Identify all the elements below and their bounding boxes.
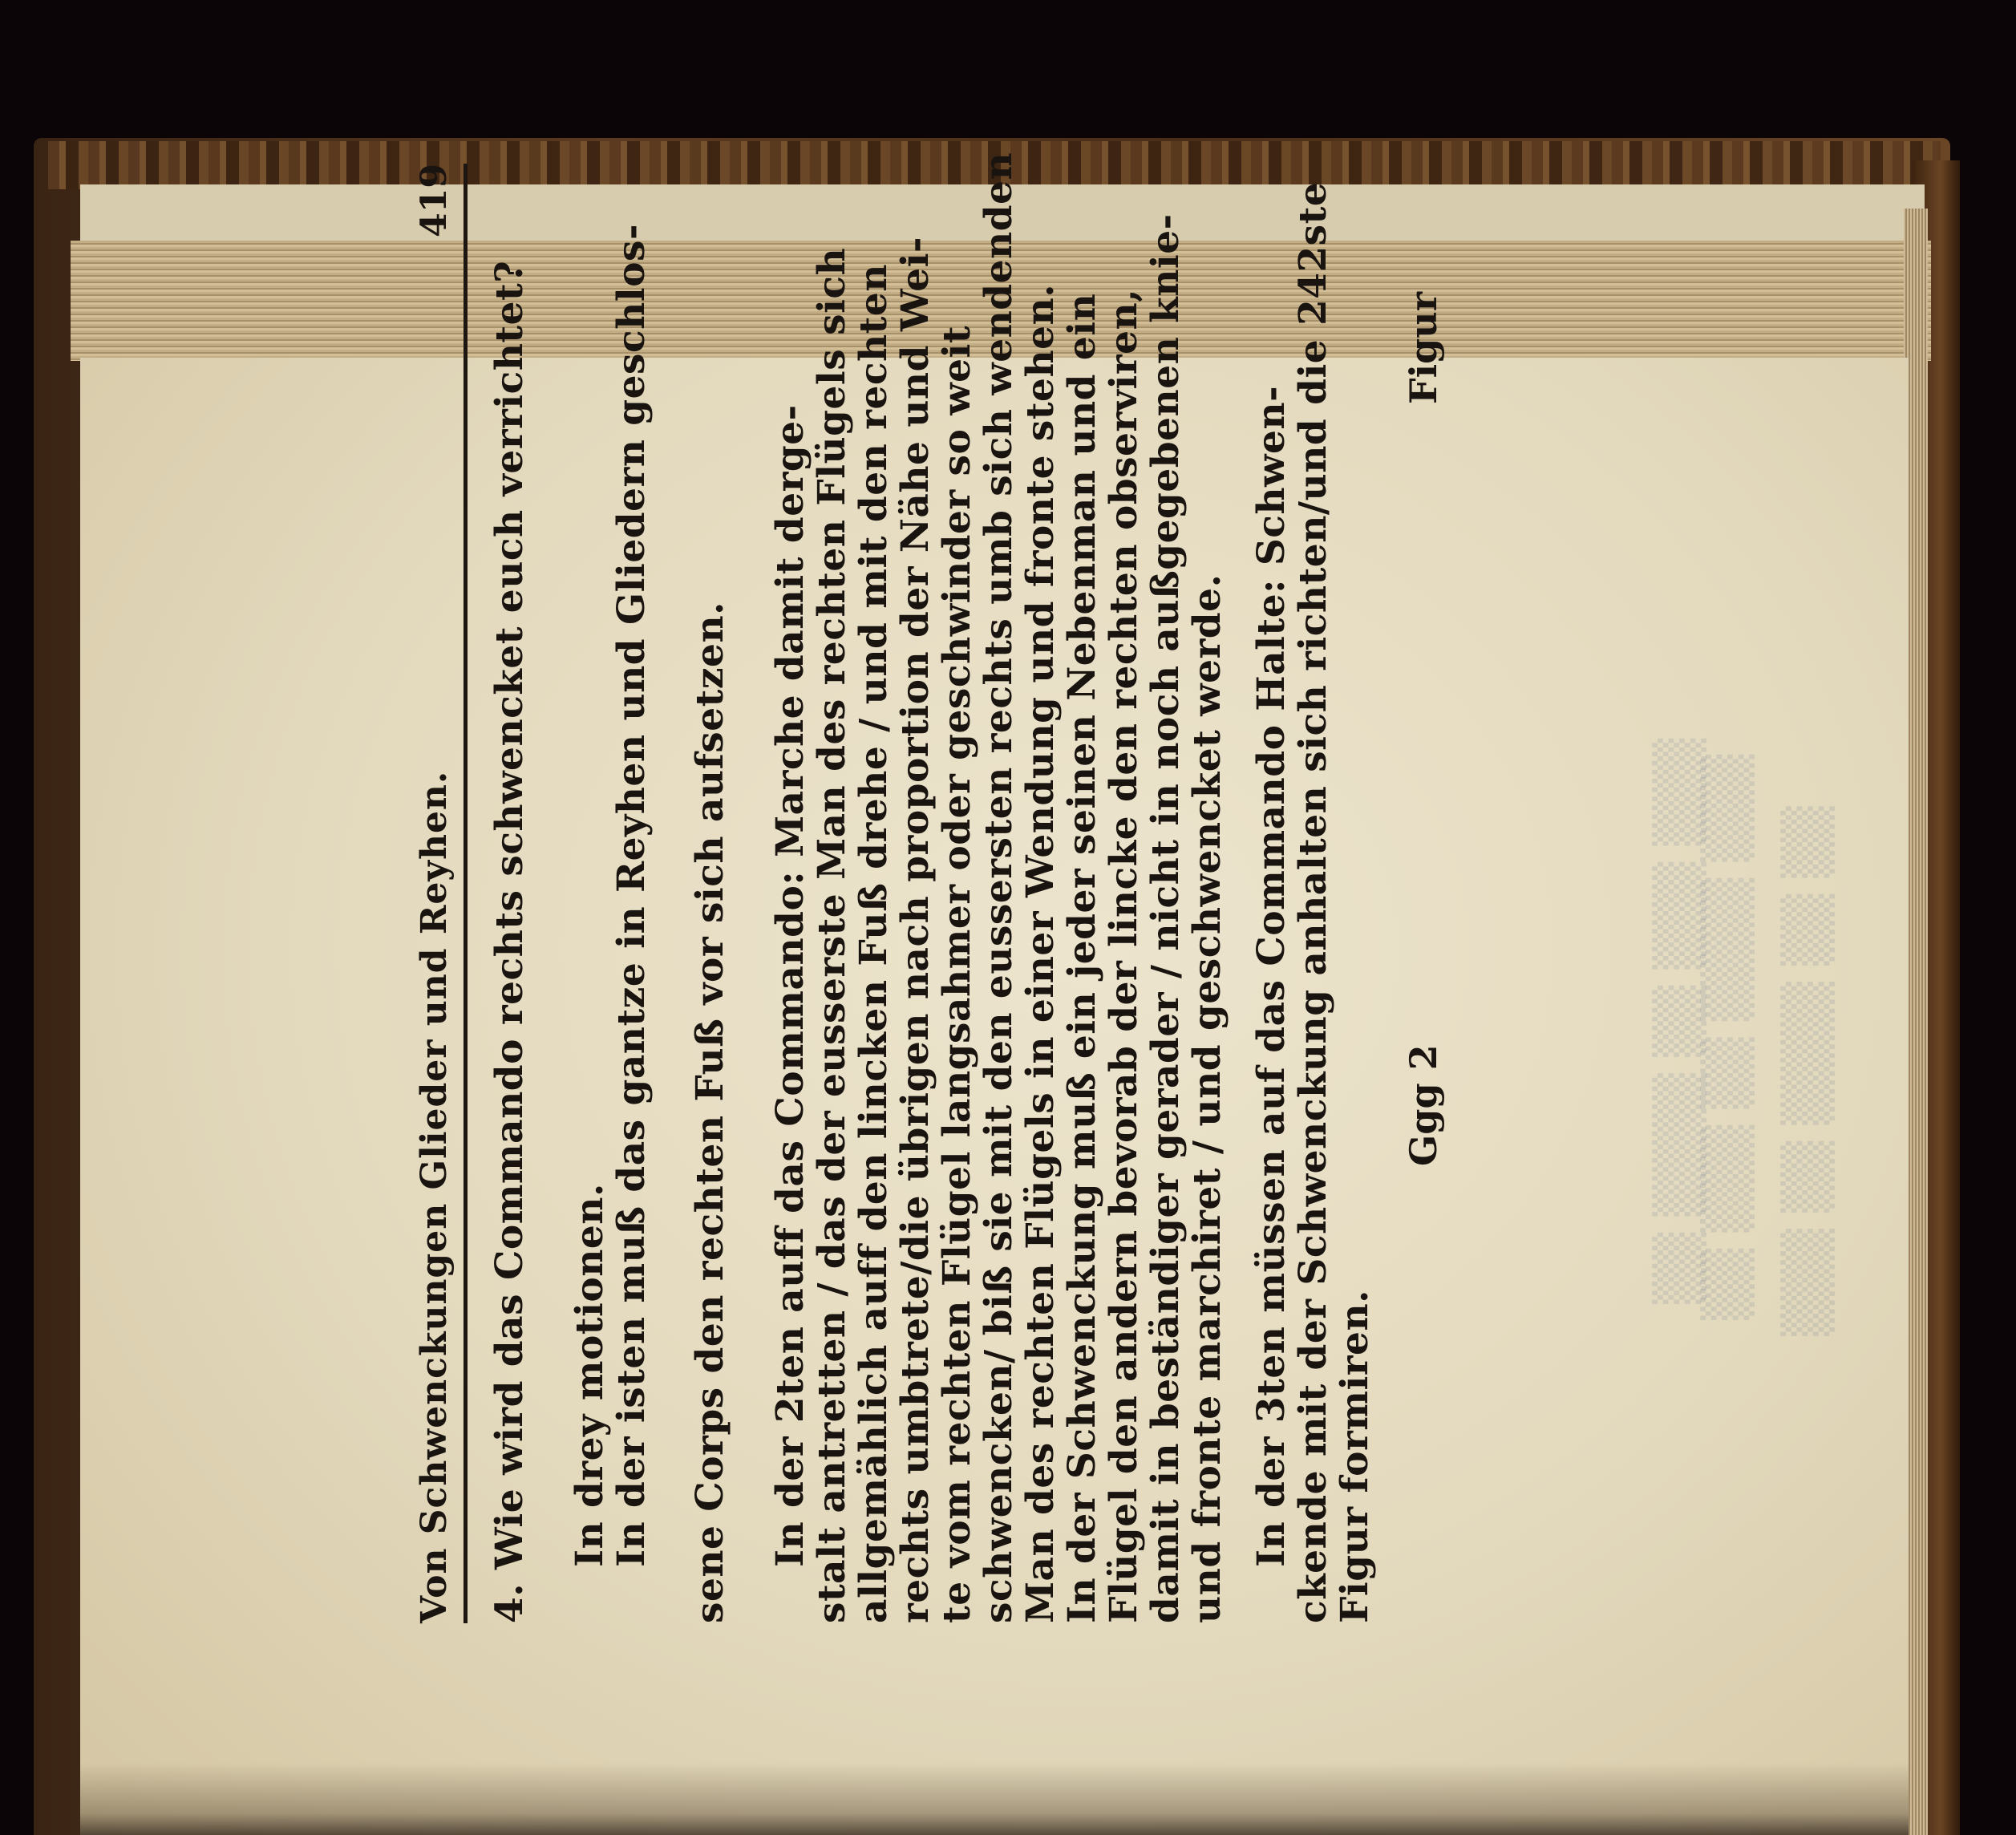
text-line: ckende mit der Schwenckung anhalten sich richten/und die 242ste	[1291, 181, 1335, 1623]
text-line: Flügel den andern bevorab der lincke den rechten observiren,	[1102, 288, 1146, 1623]
text-line: stalt antretten / das der eusserste Man des rechten Flügels sich	[810, 247, 854, 1623]
running-head: Von Schwenckungen Glieder und Reyhen.	[414, 770, 455, 1623]
text-line: damit in beständiger gerader / nicht in noch außgegebenen knie-	[1144, 213, 1188, 1623]
running-head-row	[399, 164, 468, 1623]
page-text-block	[399, 115, 1458, 1687]
text-line: Man des rechten Flügels in einer Wendung und fronte stehen.	[1018, 283, 1063, 1623]
text-line: In der 3ten müssen auf das Commando Halte: Schwen-	[1249, 385, 1293, 1567]
text-line: Figur formiren.	[1333, 1290, 1377, 1623]
page-gutter-shadow	[80, 1763, 1909, 1835]
show-through-text: ▒▒ ▒▒▒ ▒▒ ▒▒▒▒ ▒▒▒	[1700, 754, 1755, 1320]
text-line: und fronte marchiret / und geschwencket werde.	[1185, 573, 1229, 1623]
text-line: schwencken/ biß sie mit den eussersten rechts umb sich wendenden	[977, 152, 1021, 1623]
question-line: 4. Wie wird das Commando rechts schwencket euch verrichtet?	[488, 260, 532, 1623]
text-line: In der Schwenckung muß ein jeder seinen Nebenman und ein	[1060, 293, 1104, 1623]
text-line: sene Corps den rechten Fuß vor sich aufsetzen.	[688, 602, 732, 1623]
text-line: allgemählich auff den lincken Fuß drehe / und mit den rechten	[852, 264, 896, 1623]
show-through-text: ▒▒ ▒▒▒▒ ▒▒ ▒▒▒ ▒▒▒	[1652, 738, 1706, 1304]
signature-mark: Ggg 2	[1402, 1044, 1445, 1166]
catchword: Figur	[1402, 292, 1445, 404]
text-line: In der 2ten auff das Commando: Marche damit derge-	[768, 404, 812, 1567]
text-line: te vom rechten Flügel langsahmer oder geschwinder so weit	[935, 325, 979, 1623]
text-line: In drey motionen.	[568, 1183, 612, 1567]
page-number: 419	[414, 164, 455, 237]
show-through-text: ▒▒▒ ▒▒ ▒▒▒▒ ▒▒ ▒▒	[1780, 806, 1835, 1336]
text-line: rechts umbtrete/die übrigen nach proportion der Nähe und Wei-	[893, 236, 937, 1623]
text-line: In der isten muß das gantze in Reyhen und Gliedern geschlos-	[609, 224, 654, 1567]
